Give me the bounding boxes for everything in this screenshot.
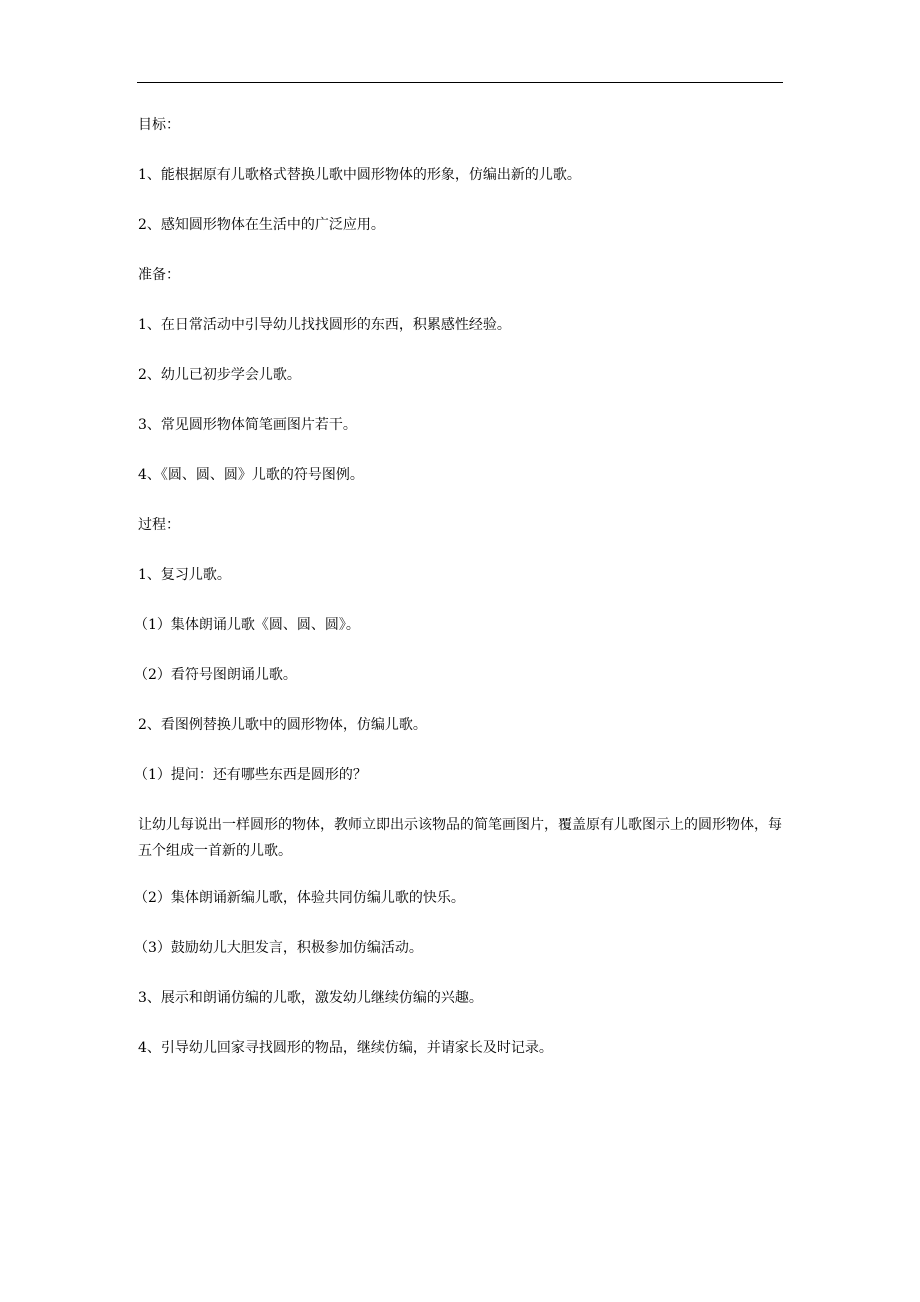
prep-heading: 准备：	[138, 267, 180, 283]
goal-heading: 目标：	[138, 117, 180, 133]
process-item-1: 1、复习儿歌。	[138, 567, 231, 583]
process-heading: 过程：	[138, 517, 180, 533]
prep-item-3: 3、常见圆形物体简笔画图片若干。	[138, 417, 357, 433]
process-item-3: 3、展示和朗诵仿编的儿歌，激发幼儿继续仿编的兴趣。	[138, 990, 483, 1006]
prep-item-2: 2、幼儿已初步学会儿歌。	[138, 367, 301, 383]
process-item-4: 4、引导幼儿回家寻找圆形的物品，继续仿编，并请家长及时记录。	[138, 1040, 553, 1056]
goal-item-2: 2、感知圆形物体在生活中的广泛应用。	[138, 217, 385, 233]
goal-item-1: 1、能根据原有儿歌格式替换儿歌中圆形物体的形象，仿编出新的儿歌。	[138, 167, 581, 183]
process-paragraph-2: 让幼儿每说出一样圆形的物体，教师立即出示该物品的简笔画图片，覆盖原有儿歌图示上的圆形物体，每五个组成一首新的儿歌。	[138, 817, 782, 859]
process-subitem-2-3: （3）鼓励幼儿大胆发言，积极参加仿编活动。	[134, 940, 423, 956]
process-subitem-1-2: （2）看符号图朗诵儿歌。	[134, 667, 297, 683]
process-item-2: 2、看图例替换儿歌中的圆形物体，仿编儿歌。	[138, 717, 427, 733]
process-subitem-2-1: （1）提问：还有哪些东西是圆形的？	[134, 767, 367, 783]
document-body	[134, 112, 788, 1085]
header-rule	[137, 82, 783, 83]
prep-item-4: 4、《圆、圆、圆》儿歌的符号图例。	[138, 467, 364, 483]
process-subitem-1-1: （1）集体朗诵儿歌《圆、圆、圆》。	[134, 617, 360, 633]
process-subitem-2-2: （2）集体朗诵新编儿歌，体验共同仿编儿歌的快乐。	[134, 890, 465, 906]
prep-item-1: 1、在日常活动中引导幼儿找找圆形的东西，积累感性经验。	[138, 317, 511, 333]
